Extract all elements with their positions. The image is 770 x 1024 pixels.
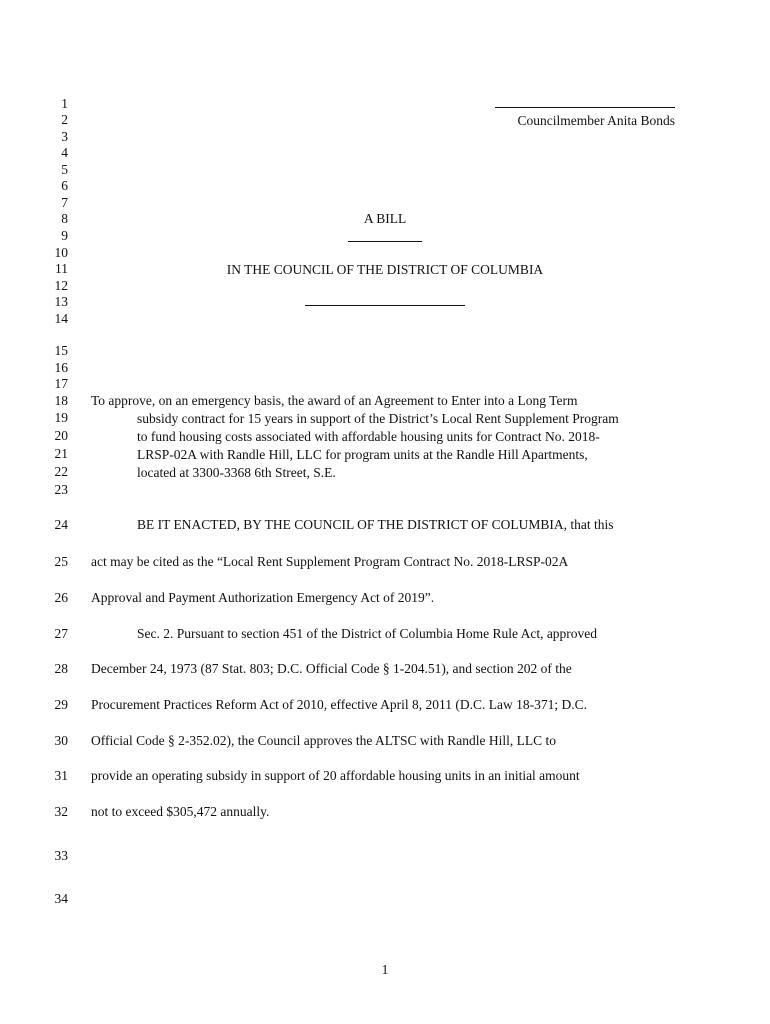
enacting-clause: BE IT ENACTED, BY THE COUNCIL OF THE DISTRICT OF COLUMBIA, that this	[137, 517, 614, 532]
line-number: 30	[54, 733, 68, 748]
body-line: Procurement Practices Reform Act of 2010, effective April 8, 2011 (D.C. Law 18-371; D.C.	[91, 697, 588, 712]
body-line: Official Code § 2-352.02), the Council approves the ALTSC with Randle Hill, LLC to	[91, 733, 556, 748]
bill-label: A BILL	[363, 211, 407, 226]
bill-title-line: to fund housing costs associated with affordable housing units for Contract No. 2018-	[137, 429, 600, 444]
line-number: 27	[54, 626, 68, 641]
line-number: 9	[61, 228, 68, 243]
page-number: 1	[381, 962, 389, 977]
line-number: 23	[54, 482, 68, 497]
bill-title-line: LRSP-02A with Randle Hill, LLC for program units at the Randle Hill Apartments,	[137, 447, 588, 462]
body-line: December 24, 1973 (87 Stat. 803; D.C. Official Code § 1-204.51), and section 202 of the	[91, 661, 572, 676]
line-number: 34	[54, 891, 68, 906]
bill-number-rule	[348, 241, 422, 242]
bill-title-line: To approve, on an emergency basis, the award of an Agreement to Enter into a Long Term	[91, 393, 578, 408]
bill-title-line: subsidy contract for 15 years in support of the District’s Local Rent Supplement Program	[137, 411, 619, 426]
line-number: 32	[54, 804, 68, 819]
body-line: Approval and Payment Authorization Emergency Act of 2019”.	[91, 590, 435, 605]
line-number: 31	[54, 768, 68, 783]
bill-title-line: located at 3300-3368 6th Street, S.E.	[137, 465, 336, 480]
council-heading: IN THE COUNCIL OF THE DISTRICT OF COLUMBIA	[226, 262, 544, 277]
line-number: 11	[55, 261, 68, 276]
line-number: 29	[54, 697, 68, 712]
line-number: 2	[61, 112, 68, 127]
line-number: 26	[54, 590, 68, 605]
line-number: 7	[61, 195, 68, 210]
line-number: 19	[54, 410, 68, 425]
body-line: act may be cited as the “Local Rent Supplement Program Contract No. 2018-LRSP-02A	[91, 554, 569, 569]
line-number: 22	[54, 464, 68, 479]
line-number: 24	[54, 517, 68, 532]
line-number: 18	[54, 393, 68, 408]
line-number: 4	[61, 145, 68, 160]
council-rule	[305, 305, 465, 306]
section-2-start: Sec. 2. Pursuant to section 451 of the District of Columbia Home Rule Act, approved	[137, 626, 598, 641]
line-number: 6	[61, 178, 68, 193]
line-number: 14	[54, 311, 68, 326]
line-number: 33	[54, 848, 68, 863]
line-number: 25	[54, 554, 68, 569]
line-number: 15	[54, 343, 68, 358]
signature-line	[495, 107, 675, 108]
line-number: 8	[61, 211, 68, 226]
line-number: 5	[61, 162, 68, 177]
line-number: 28	[54, 661, 68, 676]
sponsor-name: Councilmember Anita Bonds	[517, 113, 675, 128]
line-number: 16	[54, 360, 68, 375]
line-number: 20	[54, 428, 68, 443]
line-number: 10	[54, 245, 68, 260]
line-number: 12	[54, 278, 68, 293]
line-number: 21	[54, 446, 68, 461]
body-line: not to exceed $305,472 annually.	[91, 804, 270, 819]
line-number: 3	[61, 129, 68, 144]
line-number: 1	[61, 96, 68, 111]
body-line: provide an operating subsidy in support of 20 affordable housing units in an initial amount	[91, 768, 580, 783]
line-number: 13	[54, 294, 68, 309]
line-number: 17	[54, 376, 68, 391]
